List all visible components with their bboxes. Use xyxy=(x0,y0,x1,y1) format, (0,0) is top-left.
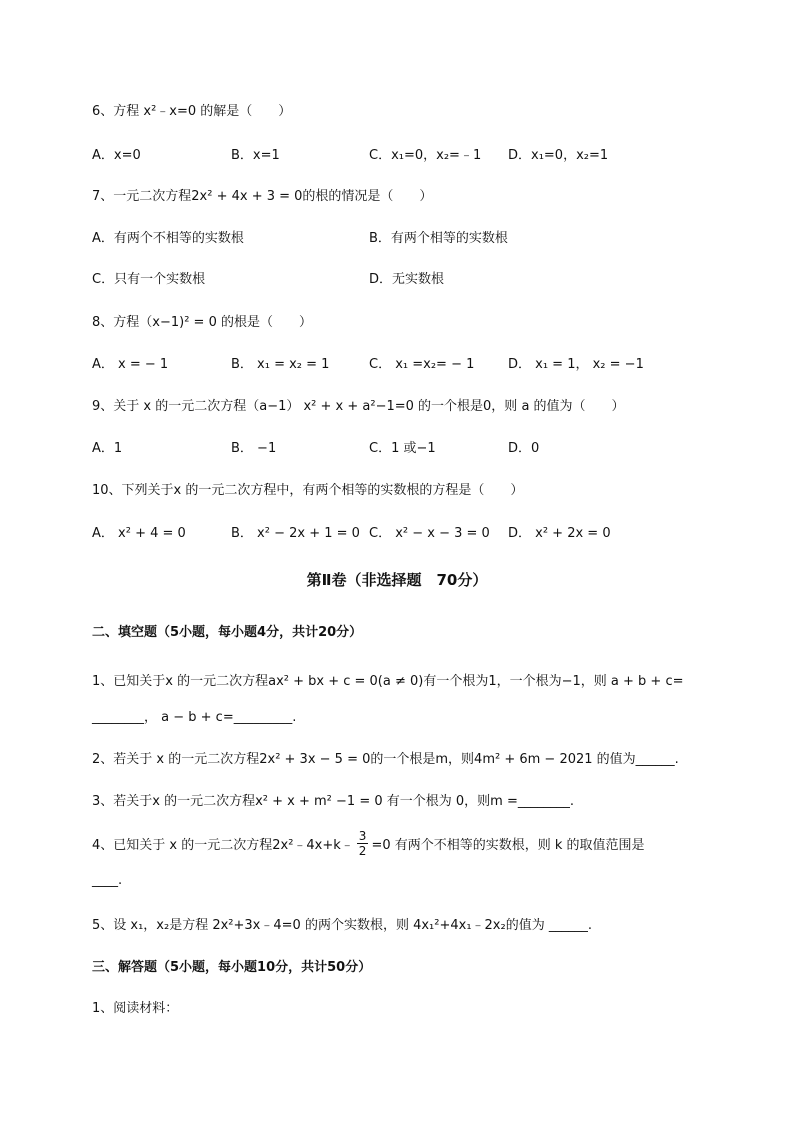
fill-question-4-line-2: ____. xyxy=(92,873,123,888)
question-8-option-b: B． x₁ = x₂ = 1 xyxy=(231,357,330,372)
fill-question-4-suffix: =0 有两个不相等的实数根，则 k 的取值范围是 xyxy=(371,838,645,853)
question-7-option-d: D．无实数根 xyxy=(369,272,445,287)
question-9-option-b: B． −1 xyxy=(231,441,277,456)
question-6-option-d: D．x₁=0，x₂=1 xyxy=(508,148,609,163)
answer-section-heading: 三、解答题（5小题，每小题10分，共计50分） xyxy=(92,960,372,975)
question-6-option-b: B．x=1 xyxy=(231,148,280,163)
question-7-option-a: A．有两个不相等的实数根 xyxy=(92,231,244,246)
fill-question-4-line-1 xyxy=(92,829,645,858)
question-6-option-c: C．x₁=0，x₂=﹣1 xyxy=(369,148,482,163)
question-9-stem: 9、关于 x 的一元二次方程（a−1） x² + x + a²−1=0 的一个根是0，则 a 的值为（ ） xyxy=(92,399,625,414)
fill-blank-heading: 二、填空题（5小题，每小题4分，共计20分） xyxy=(92,625,363,640)
fraction-numerator: 3 xyxy=(358,829,367,843)
question-7-option-c: C．只有一个实数根 xyxy=(92,272,206,287)
question-7-stem: 7、一元二次方程2x² + 4x + 3 = 0的根的情况是（ ） xyxy=(92,189,433,204)
fill-question-3: 3、若关于x 的一元二次方程x² + x + m² −1 = 0 有一个根为 0，则m =________. xyxy=(92,794,574,809)
question-6-stem: 6、方程 x²﹣x=0 的解是（ ） xyxy=(92,104,292,119)
fill-question-5: 5、设 x₁，x₂是方程 2x²+3x﹣4=0 的两个实数根，则 4x₁²+4x₁﹣2x₂的值为 ______. xyxy=(92,918,592,933)
question-10-option-b: B． x² − 2x + 1 = 0 xyxy=(231,526,360,541)
fill-question-4-prefix: 4、已知关于 x 的一元二次方程2x²﹣4x+k﹣ xyxy=(92,838,354,853)
question-10-option-c: C． x² − x − 3 = 0 xyxy=(369,526,490,541)
fill-question-2: 2、若关于 x 的一元二次方程2x² + 3x − 5 = 0的一个根是m，则4m² + 6m − 2021 的值为______. xyxy=(92,752,679,767)
fill-question-1-line-2: ________， a − b + c=_________. xyxy=(92,710,297,725)
fraction-denominator: 2 xyxy=(358,844,367,858)
question-10-stem: 10、下列关于x 的一元二次方程中，有两个相等的实数根的方程是（ ） xyxy=(92,483,524,498)
answer-question-1: 1、阅读材料： xyxy=(92,1001,179,1016)
question-8-option-a: A． x = − 1 xyxy=(92,357,169,372)
question-8-option-c: C． x₁ =x₂= − 1 xyxy=(369,357,475,372)
fill-question-1-line-1: 1、已知关于x 的一元二次方程ax² + bx + c = 0(a ≠ 0)有一个根为1，一个根为−1，则 a + b + c= xyxy=(92,674,684,689)
question-9-option-a: A．1 xyxy=(92,441,123,456)
question-9-option-d: D．0 xyxy=(508,441,540,456)
question-6-option-a: A．x=0 xyxy=(92,148,141,163)
question-7-option-b: B．有两个相等的实数根 xyxy=(369,231,508,246)
question-8-option-d: D． x₁ = 1， x₂ = −1 xyxy=(508,357,644,372)
question-10-option-d: D． x² + 2x = 0 xyxy=(508,526,611,541)
question-8-stem: 8、方程（x−1)² = 0 的根是（ ） xyxy=(92,315,312,330)
fraction-three-halves xyxy=(357,829,369,858)
question-10-option-a: A． x² + 4 = 0 xyxy=(92,526,186,541)
section-2-title: 第Ⅱ卷（非选择题 70分） xyxy=(306,571,488,589)
question-9-option-c: C．1 或−1 xyxy=(369,441,436,456)
